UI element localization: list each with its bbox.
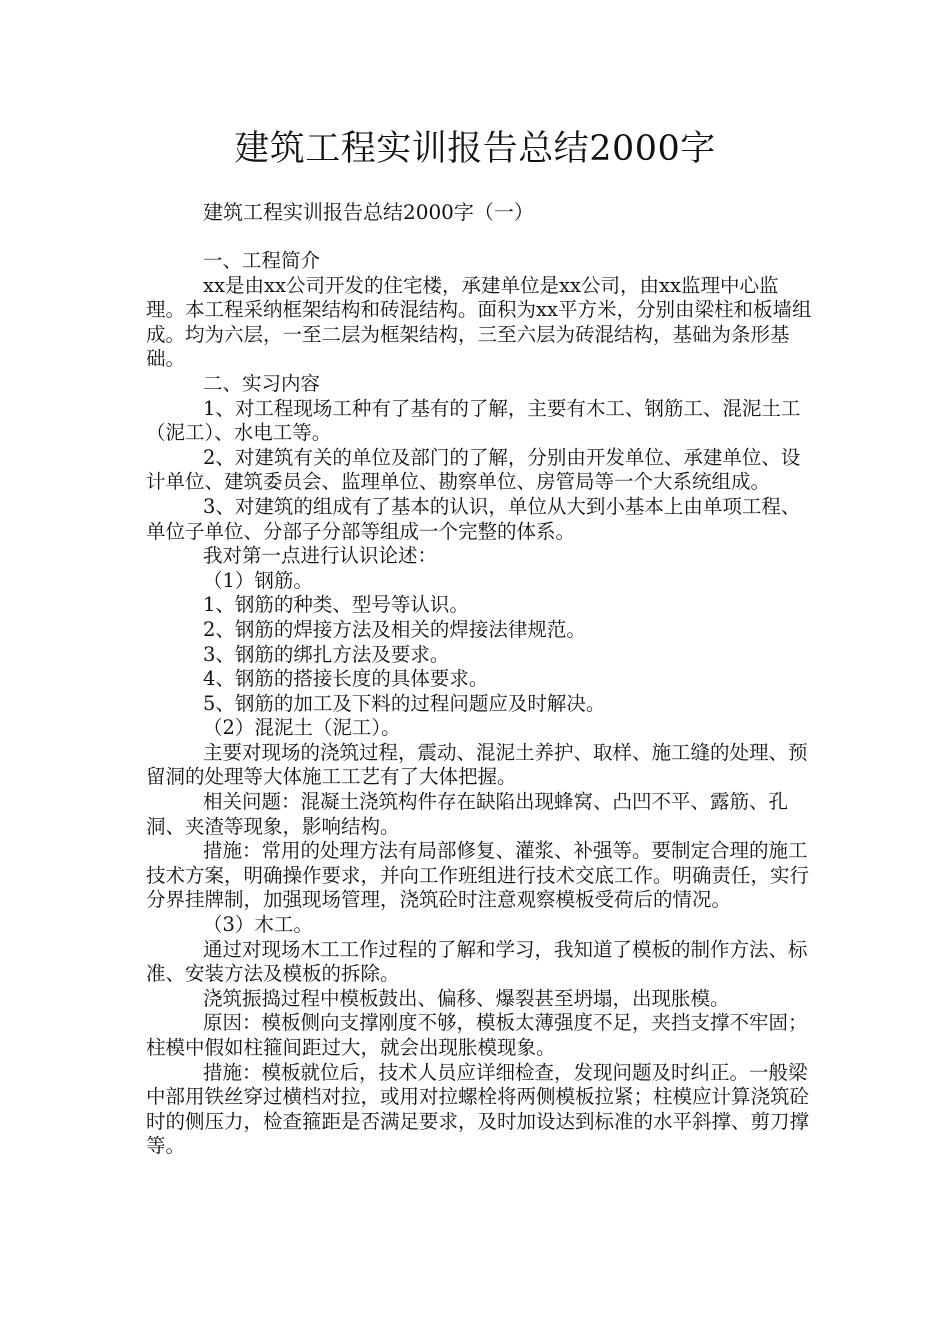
list-item: 3、钢筋的绑扎方法及要求。 xyxy=(203,642,450,666)
paragraph-concrete-issues: 相关问题：混凝土浇筑构件存在缺陷出现蜂窝、凸凹不平、露筋、孔洞、夹渣等现象，影响结构。 xyxy=(146,790,789,838)
list-item: 5、钢筋的加工及下料的过程问题应及时解决。 xyxy=(203,691,606,715)
list-item: 2、钢筋的焊接方法及相关的焊接法律规范。 xyxy=(203,617,586,641)
document-body xyxy=(146,249,816,1159)
paragraph-item-3: 3、对建筑的组成有了基本的认识，单位从大到小基本上由单项工程、单位子单位、分部子分部等组成一个完整的体系。 xyxy=(146,494,801,543)
paragraph-item-1: 1、对工程现场工种有了基有的了解，主要有木工、钢筋工、混泥土工（泥工）、水电工等。 xyxy=(146,396,801,445)
list-item: 1、钢筋的种类、型号等认识。 xyxy=(203,593,469,617)
document-title: 建筑工程实训报告总结2000字 xyxy=(234,129,716,169)
paragraph-carpentry: 通过对现场木工工作过程的了解和学习，我知道了模板的制作方法、标准、安装方法及模板的拆除。 xyxy=(146,937,808,986)
document-subtitle: 建筑工程实训报告总结2000字（一） xyxy=(203,200,534,224)
paragraph-formwork-measures: 措施：模板就位后，技术人员应详细检查，发现问题及时纠正。一般梁中部用铁丝穿过横档对拉，或用对拉螺栓将两侧模板拉紧；柱模应计算浇筑砼时的侧压力，检查箍距是否满足要求，及时加设达到标准的水平斜撑、剪刀撑等。 xyxy=(146,1060,810,1158)
paragraph-item-2: 2、对建筑有关的单位及部门的了解，分别由开发单位、承建单位、设计单位、建筑委员会、监理单位、勘察单位、房管局等一个大系统组成。 xyxy=(146,445,801,494)
paragraph-intro-discussion: 我对第一点进行认识论述： xyxy=(203,544,438,568)
subheading-carpentry: （3）木工。 xyxy=(203,913,313,937)
paragraph-formwork-cause: 原因：模板侧向支撑刚度不够，模板太薄强度不足，夹挡支撑不牢固；柱模中假如柱箍间距过大，就会出现胀模现象。 xyxy=(146,1011,808,1059)
subheading-concrete: （2）混泥土（泥工）。 xyxy=(203,716,401,740)
paragraph-formwork-issue: 浇筑振捣过程中模板鼓出、偏移、爆裂甚至坍塌，出现胀模。 xyxy=(203,986,730,1010)
paragraph-concrete-measures: 措施：常用的处理方法有局部修复、灌浆、补强等。要制定合理的施工技术方案，明确操作要求，并向工作班组进行技术交底工作。明确责任，实行分界挂牌制，加强现场管理，浇筑砼时注意观察模板受荷后的情况。 xyxy=(146,839,810,912)
section-heading-overview: 一、工程简介 xyxy=(203,249,321,272)
section-heading-content: 二、实习内容 xyxy=(203,371,321,395)
list-item: 4、钢筋的搭接长度的具体要求。 xyxy=(203,667,489,691)
paragraph-concrete: 主要对现场的浇筑过程，震动、混泥土养护、取样、施工缝的处理、预留洞的处理等大体施工工艺有了大体把握。 xyxy=(146,740,808,789)
paragraph-overview: xx是由xx公司开发的住宅楼，承建单位是xx公司，由xx监理中心监理。本工程采纳框架结构和砖混结构。面积为xx平方米，分别由梁柱和板墙组成。均为六层，一至二层为框架结构，三至六层为砖混结构，基础为条形基础。 xyxy=(146,273,812,371)
subheading-rebar: （1）钢筋。 xyxy=(203,568,313,592)
